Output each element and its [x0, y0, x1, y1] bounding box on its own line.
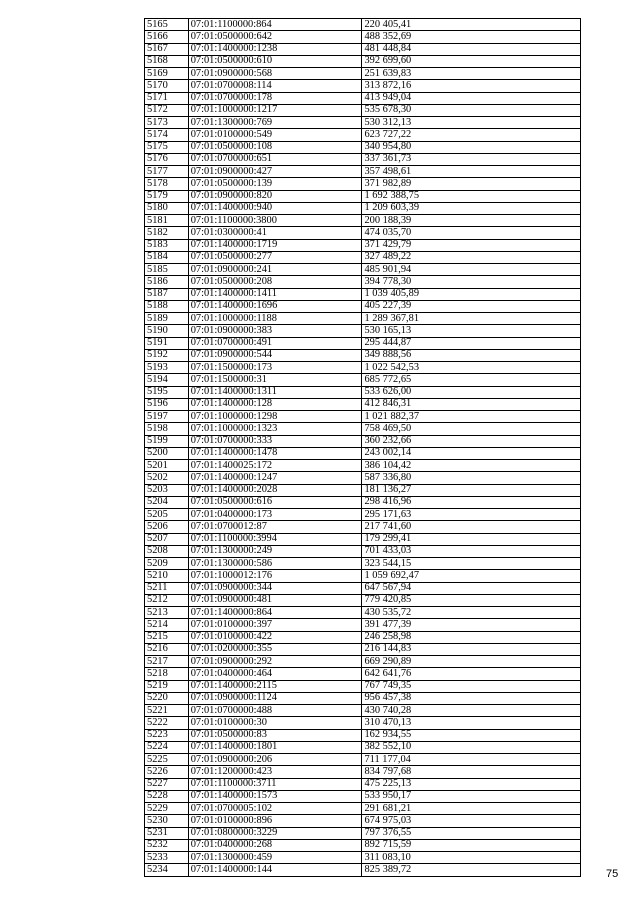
value-cell: 251 639,83: [362, 68, 581, 80]
row-number-cell: 5222: [145, 717, 189, 729]
table-row: [145, 717, 581, 729]
row-number-cell: 5230: [145, 815, 189, 827]
cadastral-number-cell: 07:01:0500000:642: [188, 31, 362, 43]
cadastral-number-cell: 07:01:0700000:491: [188, 337, 362, 349]
row-number-cell: 5208: [145, 545, 189, 557]
row-number-cell: 5166: [145, 31, 189, 43]
table-row: [145, 766, 581, 778]
value-cell: 323 544,15: [362, 558, 581, 570]
row-number-cell: 5190: [145, 325, 189, 337]
value-cell: 825 389,72: [362, 864, 581, 876]
cadastral-number-cell: 07:01:0700000:178: [188, 92, 362, 104]
cadastral-number-cell: 07:01:0500000:610: [188, 55, 362, 67]
table-row: [145, 141, 581, 153]
cadastral-number-cell: 07:01:0900000:206: [188, 754, 362, 766]
table-row: [145, 692, 581, 704]
value-cell: 1 022 542,53: [362, 362, 581, 374]
value-cell: 674 975,03: [362, 815, 581, 827]
row-number-cell: 5221: [145, 705, 189, 717]
cadastral-number-cell: 07:01:1400000:1573: [188, 790, 362, 802]
table-row: [145, 803, 581, 815]
value-cell: 530 312,13: [362, 117, 581, 129]
table-row: [145, 778, 581, 790]
row-number-cell: 5167: [145, 43, 189, 55]
row-number-cell: 5202: [145, 472, 189, 484]
page-number: 75: [606, 868, 619, 880]
value-cell: 623 727,22: [362, 129, 581, 141]
row-number-cell: 5180: [145, 202, 189, 214]
cadastral-number-cell: 07:01:0500000:83: [188, 729, 362, 741]
cadastral-number-cell: 07:01:0400000:268: [188, 839, 362, 851]
cadastral-number-cell: 07:01:1300000:459: [188, 852, 362, 864]
row-number-cell: 5184: [145, 251, 189, 263]
row-number-cell: 5169: [145, 68, 189, 80]
row-number-cell: 5192: [145, 349, 189, 361]
table-row: [145, 631, 581, 643]
cadastral-number-cell: 07:01:0900000:383: [188, 325, 362, 337]
value-cell: 327 489,22: [362, 251, 581, 263]
value-cell: 313 872,16: [362, 80, 581, 92]
row-number-cell: 5195: [145, 386, 189, 398]
row-number-cell: 5187: [145, 288, 189, 300]
row-number-cell: 5168: [145, 55, 189, 67]
value-cell: 295 171,63: [362, 509, 581, 521]
table-row: [145, 827, 581, 839]
row-number-cell: 5165: [145, 19, 189, 31]
row-number-cell: 5198: [145, 423, 189, 435]
table-row: [145, 839, 581, 851]
cadastral-number-cell: 07:01:0100000:30: [188, 717, 362, 729]
value-cell: 371 982,89: [362, 178, 581, 190]
cadastral-number-cell: 07:01:0500000:108: [188, 141, 362, 153]
row-number-cell: 5233: [145, 852, 189, 864]
table-row: [145, 668, 581, 680]
table-row: [145, 754, 581, 766]
table-row: [145, 178, 581, 190]
value-cell: 642 641,76: [362, 668, 581, 680]
row-number-cell: 5232: [145, 839, 189, 851]
cadastral-number-cell: 07:01:0900000:241: [188, 264, 362, 276]
row-number-cell: 5178: [145, 178, 189, 190]
cadastral-number-cell: 07:01:0900000:1124: [188, 692, 362, 704]
value-cell: 1 209 603,39: [362, 202, 581, 214]
row-number-cell: 5217: [145, 656, 189, 668]
cadastral-number-cell: 07:01:1000012:176: [188, 570, 362, 582]
cadastral-number-cell: 07:01:0500000:277: [188, 251, 362, 263]
cadastral-number-cell: 07:01:1000000:1323: [188, 423, 362, 435]
row-number-cell: 5174: [145, 129, 189, 141]
table-row: [145, 680, 581, 692]
table-row: [145, 374, 581, 386]
row-number-cell: 5185: [145, 264, 189, 276]
table-row: [145, 239, 581, 251]
value-cell: 179 299,41: [362, 533, 581, 545]
table-row: [145, 729, 581, 741]
row-number-cell: 5207: [145, 533, 189, 545]
value-cell: 1 021 882,37: [362, 411, 581, 423]
cadastral-number-cell: 07:01:1300000:769: [188, 117, 362, 129]
value-cell: 535 678,30: [362, 104, 581, 116]
table-row: [145, 362, 581, 374]
row-number-cell: 5197: [145, 411, 189, 423]
cadastral-number-cell: 07:01:0500000:139: [188, 178, 362, 190]
table-row: [145, 300, 581, 312]
cadastral-number-cell: 07:01:0800000:3229: [188, 827, 362, 839]
table-row: [145, 325, 581, 337]
row-number-cell: 5211: [145, 582, 189, 594]
table-row: [145, 166, 581, 178]
table-row: [145, 607, 581, 619]
table-row: [145, 533, 581, 545]
value-cell: 1 289 367,81: [362, 313, 581, 325]
table-row: [145, 521, 581, 533]
table-row: [145, 705, 581, 717]
cadastral-number-cell: 07:01:0100000:549: [188, 129, 362, 141]
value-cell: 485 901,94: [362, 264, 581, 276]
value-cell: 200 188,39: [362, 215, 581, 227]
cadastral-number-cell: 07:01:0500000:208: [188, 276, 362, 288]
value-cell: 587 336,80: [362, 472, 581, 484]
value-cell: 1 039 405,89: [362, 288, 581, 300]
row-number-cell: 5175: [145, 141, 189, 153]
cadastral-value-table: [144, 18, 581, 877]
table-row: [145, 864, 581, 876]
value-cell: 892 715,59: [362, 839, 581, 851]
row-number-cell: 5199: [145, 435, 189, 447]
cadastral-number-cell: 07:01:0300000:41: [188, 227, 362, 239]
table-row: [145, 656, 581, 668]
value-cell: 701 433,03: [362, 545, 581, 557]
cadastral-number-cell: 07:01:1400000:1311: [188, 386, 362, 398]
value-cell: 430 535,72: [362, 607, 581, 619]
value-cell: 430 740,28: [362, 705, 581, 717]
value-cell: 216 144,83: [362, 643, 581, 655]
row-number-cell: 5223: [145, 729, 189, 741]
cadastral-number-cell: 07:01:1400000:1801: [188, 741, 362, 753]
row-number-cell: 5231: [145, 827, 189, 839]
row-number-cell: 5179: [145, 190, 189, 202]
cadastral-number-cell: 07:01:0400000:173: [188, 509, 362, 521]
value-cell: 647 567,94: [362, 582, 581, 594]
row-number-cell: 5228: [145, 790, 189, 802]
cadastral-number-cell: 07:01:0700000:651: [188, 153, 362, 165]
table-row: [145, 288, 581, 300]
table-row: [145, 643, 581, 655]
table-row: [145, 619, 581, 631]
cadastral-number-cell: 07:01:1400000:940: [188, 202, 362, 214]
table-row: [145, 129, 581, 141]
table-row: [145, 545, 581, 557]
table-row: [145, 582, 581, 594]
value-cell: 310 470,13: [362, 717, 581, 729]
table-row: [145, 423, 581, 435]
cadastral-number-cell: 07:01:0200000:355: [188, 643, 362, 655]
row-number-cell: 5189: [145, 313, 189, 325]
table-row: [145, 460, 581, 472]
cadastral-number-cell: 07:01:0700000:333: [188, 435, 362, 447]
row-number-cell: 5194: [145, 374, 189, 386]
cadastral-number-cell: 07:01:1200000:423: [188, 766, 362, 778]
value-cell: 797 376,55: [362, 827, 581, 839]
value-cell: 392 699,60: [362, 55, 581, 67]
table-row: [145, 92, 581, 104]
cadastral-number-cell: 07:01:1300000:586: [188, 558, 362, 570]
value-cell: 243 002,14: [362, 447, 581, 459]
table-row: [145, 190, 581, 202]
value-cell: 533 950,17: [362, 790, 581, 802]
value-cell: 488 352,69: [362, 31, 581, 43]
value-cell: 669 290,89: [362, 656, 581, 668]
cadastral-number-cell: 07:01:0100000:896: [188, 815, 362, 827]
table-row: [145, 435, 581, 447]
cadastral-number-cell: 07:01:1400000:144: [188, 864, 362, 876]
cadastral-number-cell: 07:01:1300000:249: [188, 545, 362, 557]
cadastral-number-cell: 07:01:1100000:864: [188, 19, 362, 31]
row-number-cell: 5216: [145, 643, 189, 655]
cadastral-number-cell: 07:01:0100000:397: [188, 619, 362, 631]
table-row: [145, 264, 581, 276]
cadastral-number-cell: 07:01:0100000:422: [188, 631, 362, 643]
value-cell: 360 232,66: [362, 435, 581, 447]
cadastral-number-cell: 07:01:1400000:128: [188, 398, 362, 410]
value-cell: 533 626,00: [362, 386, 581, 398]
value-cell: 413 949,04: [362, 92, 581, 104]
cadastral-number-cell: 07:01:0900000:568: [188, 68, 362, 80]
row-number-cell: 5201: [145, 460, 189, 472]
row-number-cell: 5172: [145, 104, 189, 116]
row-number-cell: 5204: [145, 496, 189, 508]
row-number-cell: 5234: [145, 864, 189, 876]
cadastral-number-cell: 07:01:1400000:1478: [188, 447, 362, 459]
cadastral-number-cell: 07:01:0400000:464: [188, 668, 362, 680]
value-cell: 412 846,31: [362, 398, 581, 410]
cadastral-number-cell: 07:01:1000000:1217: [188, 104, 362, 116]
row-number-cell: 5186: [145, 276, 189, 288]
row-number-cell: 5214: [145, 619, 189, 631]
table-row: [145, 313, 581, 325]
table-row: [145, 251, 581, 263]
table-row: [145, 496, 581, 508]
row-number-cell: 5213: [145, 607, 189, 619]
value-cell: 475 225,13: [362, 778, 581, 790]
cadastral-number-cell: 07:01:1000000:1298: [188, 411, 362, 423]
table-row: [145, 594, 581, 606]
cadastral-number-cell: 07:01:1400000:2115: [188, 680, 362, 692]
row-number-cell: 5212: [145, 594, 189, 606]
table-row: [145, 790, 581, 802]
value-cell: 298 416,96: [362, 496, 581, 508]
value-cell: 394 778,30: [362, 276, 581, 288]
table-row: [145, 741, 581, 753]
table-row: [145, 570, 581, 582]
table-row: [145, 202, 581, 214]
table-row: [145, 386, 581, 398]
row-number-cell: 5170: [145, 80, 189, 92]
value-cell: 758 469,50: [362, 423, 581, 435]
value-cell: 337 361,73: [362, 153, 581, 165]
cadastral-number-cell: 07:01:1100000:3994: [188, 533, 362, 545]
table-row: [145, 472, 581, 484]
value-cell: 220 405,41: [362, 19, 581, 31]
value-cell: 349 888,56: [362, 349, 581, 361]
value-cell: 291 681,21: [362, 803, 581, 815]
row-number-cell: 5182: [145, 227, 189, 239]
cadastral-number-cell: 07:01:1400000:1719: [188, 239, 362, 251]
table-row: [145, 276, 581, 288]
table-row: [145, 55, 581, 67]
value-cell: 711 177,04: [362, 754, 581, 766]
value-cell: 1 692 388,75: [362, 190, 581, 202]
value-cell: 386 104,42: [362, 460, 581, 472]
row-number-cell: 5205: [145, 509, 189, 521]
row-number-cell: 5200: [145, 447, 189, 459]
table-row: [145, 509, 581, 521]
table-body: [145, 19, 581, 877]
row-number-cell: 5220: [145, 692, 189, 704]
value-cell: 217 741,60: [362, 521, 581, 533]
table-row: [145, 484, 581, 496]
row-number-cell: 5225: [145, 754, 189, 766]
value-cell: 685 772,65: [362, 374, 581, 386]
cadastral-number-cell: 07:01:0900000:427: [188, 166, 362, 178]
table-row: [145, 43, 581, 55]
cadastral-number-cell: 07:01:1400000:1411: [188, 288, 362, 300]
value-cell: 834 797,68: [362, 766, 581, 778]
cadastral-number-cell: 07:01:0700005:102: [188, 803, 362, 815]
cadastral-number-cell: 07:01:1400000:864: [188, 607, 362, 619]
row-number-cell: 5226: [145, 766, 189, 778]
value-cell: 181 136,27: [362, 484, 581, 496]
table-row: [145, 31, 581, 43]
value-cell: 481 448,84: [362, 43, 581, 55]
value-cell: 405 227,39: [362, 300, 581, 312]
row-number-cell: 5193: [145, 362, 189, 374]
row-number-cell: 5191: [145, 337, 189, 349]
row-number-cell: 5203: [145, 484, 189, 496]
value-cell: 779 420,85: [362, 594, 581, 606]
cadastral-number-cell: 07:01:1100000:3800: [188, 215, 362, 227]
table-row: [145, 447, 581, 459]
cadastral-number-cell: 07:01:0900000:544: [188, 349, 362, 361]
table-row: [145, 227, 581, 239]
cadastral-number-cell: 07:01:1400000:1696: [188, 300, 362, 312]
cadastral-number-cell: 07:01:1500000:173: [188, 362, 362, 374]
cadastral-number-cell: 07:01:1400025:172: [188, 460, 362, 472]
row-number-cell: 5227: [145, 778, 189, 790]
value-cell: 311 083,10: [362, 852, 581, 864]
row-number-cell: 5176: [145, 153, 189, 165]
row-number-cell: 5215: [145, 631, 189, 643]
cadastral-number-cell: 07:01:0900000:344: [188, 582, 362, 594]
row-number-cell: 5183: [145, 239, 189, 251]
table-row: [145, 349, 581, 361]
cadastral-number-cell: 07:01:0700012:87: [188, 521, 362, 533]
value-cell: 956 457,38: [362, 692, 581, 704]
cadastral-number-cell: 07:01:0900000:481: [188, 594, 362, 606]
table-row: [145, 852, 581, 864]
cadastral-number-cell: 07:01:0700000:488: [188, 705, 362, 717]
cadastral-number-cell: 07:01:1500000:31: [188, 374, 362, 386]
cadastral-number-cell: 07:01:0500000:616: [188, 496, 362, 508]
value-cell: 246 258,98: [362, 631, 581, 643]
value-cell: 162 934,55: [362, 729, 581, 741]
cadastral-number-cell: 07:01:0900000:292: [188, 656, 362, 668]
cadastral-number-cell: 07:01:1100000:3711: [188, 778, 362, 790]
table-row: [145, 337, 581, 349]
table-row: [145, 19, 581, 31]
table-row: [145, 104, 581, 116]
row-number-cell: 5224: [145, 741, 189, 753]
row-number-cell: 5209: [145, 558, 189, 570]
row-number-cell: 5196: [145, 398, 189, 410]
value-cell: 767 749,35: [362, 680, 581, 692]
cadastral-number-cell: 07:01:0900000:820: [188, 190, 362, 202]
table-row: [145, 398, 581, 410]
row-number-cell: 5181: [145, 215, 189, 227]
row-number-cell: 5171: [145, 92, 189, 104]
cadastral-number-cell: 07:01:1000000:1188: [188, 313, 362, 325]
row-number-cell: 5229: [145, 803, 189, 815]
value-cell: 371 429,79: [362, 239, 581, 251]
table-row: [145, 117, 581, 129]
table-row: [145, 411, 581, 423]
value-cell: 340 954,80: [362, 141, 581, 153]
cadastral-number-cell: 07:01:1400000:2028: [188, 484, 362, 496]
value-cell: 382 552,10: [362, 741, 581, 753]
row-number-cell: 5177: [145, 166, 189, 178]
value-cell: 474 035,70: [362, 227, 581, 239]
row-number-cell: 5210: [145, 570, 189, 582]
table-row: [145, 153, 581, 165]
row-number-cell: 5188: [145, 300, 189, 312]
row-number-cell: 5206: [145, 521, 189, 533]
row-number-cell: 5173: [145, 117, 189, 129]
value-cell: 530 165,13: [362, 325, 581, 337]
table-row: [145, 215, 581, 227]
row-number-cell: 5218: [145, 668, 189, 680]
table-row: [145, 80, 581, 92]
value-cell: 1 059 692,47: [362, 570, 581, 582]
row-number-cell: 5219: [145, 680, 189, 692]
value-cell: 357 498,61: [362, 166, 581, 178]
table-row: [145, 68, 581, 80]
value-cell: 295 444,87: [362, 337, 581, 349]
value-cell: 391 477,39: [362, 619, 581, 631]
table-row: [145, 815, 581, 827]
cadastral-number-cell: 07:01:1400000:1247: [188, 472, 362, 484]
table-row: [145, 558, 581, 570]
cadastral-number-cell: 07:01:1400000:1238: [188, 43, 362, 55]
cadastral-number-cell: 07:01:0700008:114: [188, 80, 362, 92]
